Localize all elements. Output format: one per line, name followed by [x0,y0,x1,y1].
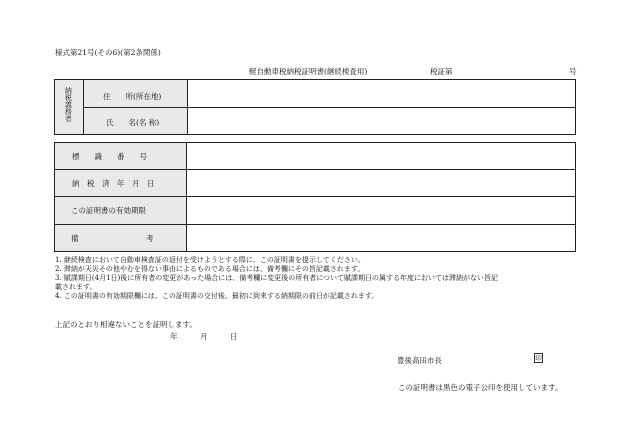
note-item: 3. 賦課期日(4月1日)後に所有者の変更があった場合には、備考欄に変更後の所有者について賦課期日の属する年度においては滞納がない旨記 [55,274,499,282]
remarks-label: 備 考 [71,234,154,243]
remarks-value-cell[interactable] [188,225,575,251]
certification-statement: 上記のとおり相違ないことを証明します。 [55,320,197,329]
plate-value-cell[interactable] [188,143,575,169]
document-title: 軽自動車税納税証明書(継続検査用) [249,67,368,76]
footer-note: この証明書は黒色の電子公印を使用しています。 [398,383,563,392]
name-value-cell[interactable] [189,108,575,134]
address-value-cell[interactable] [189,80,575,107]
form-number: 様式第21号(その6)(第2条関係) [55,48,161,57]
certificate-number-label: 税証第 [430,67,453,76]
validity-period-label: この証明書の有効期限 [71,206,146,215]
taxpayer-group-label: 納税義務者 [64,87,73,122]
note-item: 1. 継続検査において自動車検査証の返付を受けようとする際に、この証明書を提示してください。 [55,256,365,264]
issue-date-line: 年 月 日 [170,332,238,341]
address-label: 住 所(所在地) [103,92,162,101]
certificate-number-suffix: 号 [569,67,577,76]
name-label: 氏 名(名 称) [106,118,160,127]
mayor-title: 豊後高田市長 [397,356,442,365]
taxpayer-group-cell [55,80,84,134]
official-seal: 印 [535,354,542,362]
plate-number-label: 標 識 番 号 [72,152,147,161]
validity-value-cell[interactable] [188,197,575,224]
note-item: 2. 滞納が天災その他やむを得ない事由によるものである場合には、備考欄にその旨記載されます。 [55,265,365,273]
paid-date-value-cell[interactable] [188,170,575,196]
payment-date-label: 納 税 済 年 月 日 [72,179,155,188]
note-item: 載されます。 [55,283,97,291]
note-item: 4. この証明書の有効期限欄には、この証明書の交付後、最初に到来する納期限の前日が記載されます。 [55,292,379,300]
